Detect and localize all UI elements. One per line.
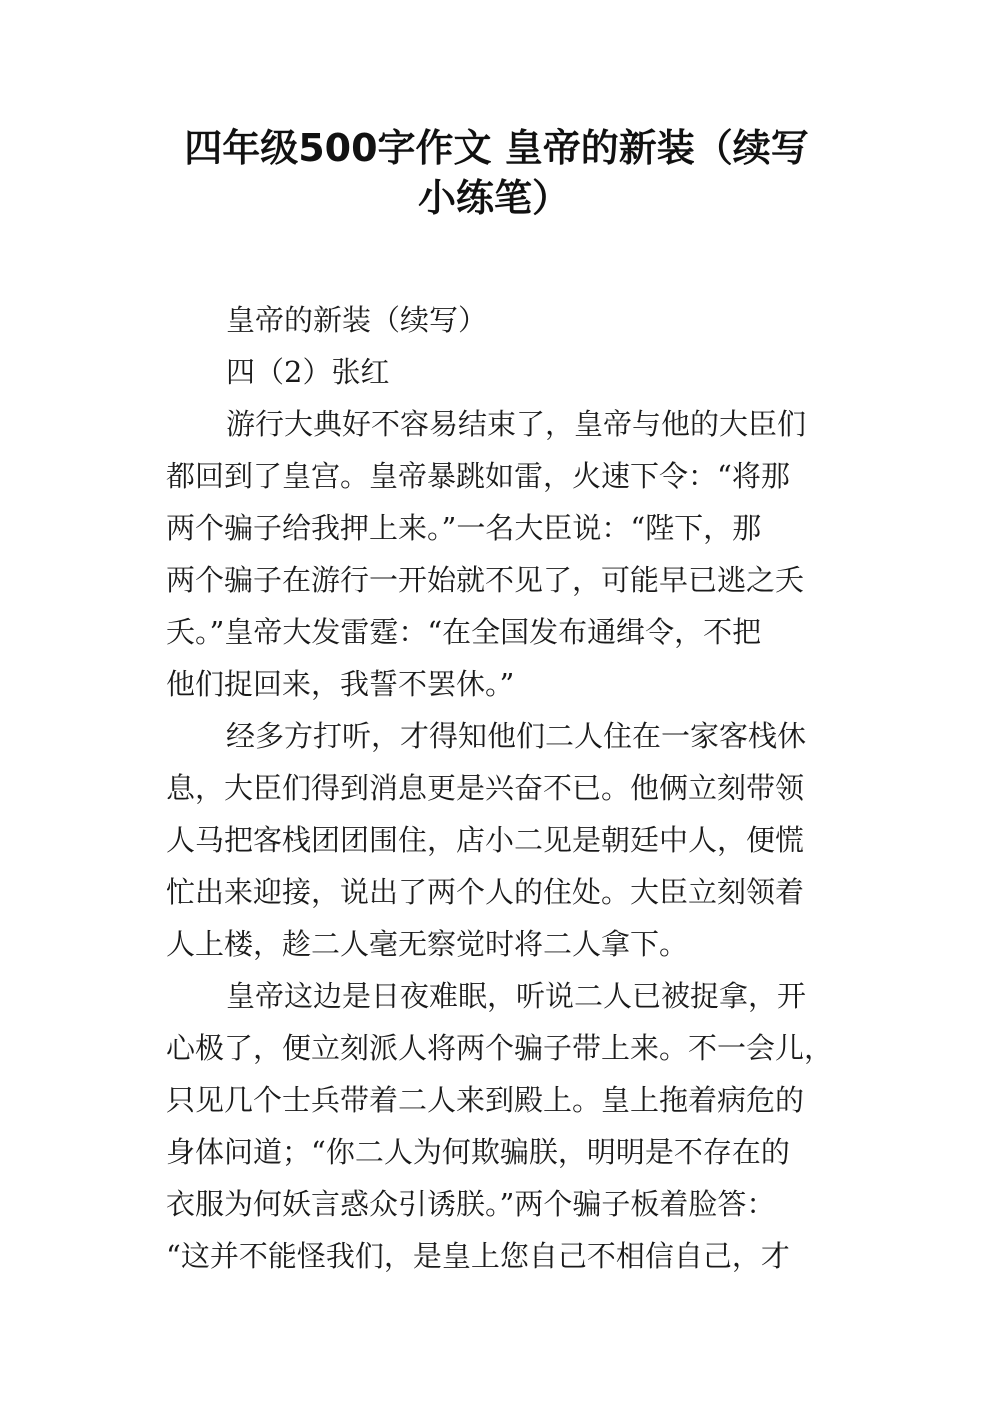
document-title-line-2: 小练笔） — [418, 176, 571, 220]
paragraph-line: 心极了，便立刻派人将两个骗子带上来。不一会儿， — [166, 1031, 834, 1065]
paragraph-line: “这并不能怪我们，是皇上您自己不相信自己，才 — [166, 1239, 790, 1273]
paragraph-line: 都回到了皇宫。皇帝暴跳如雷，火速下令：“将那 — [166, 459, 790, 493]
paragraph-line: 人上楼，趁二人毫无察觉时将二人拿下。 — [166, 927, 689, 961]
essay-title: 皇帝的新装（续写） — [226, 303, 488, 337]
paragraph-line: 身体问道；“你二人为何欺骗朕，明明是不存在的 — [166, 1135, 790, 1169]
paragraph-line: 皇帝这边是日夜难眠，听说二人已被捉拿，开 — [226, 979, 807, 1013]
author-line: 四（2）张红 — [226, 355, 390, 389]
paragraph-line: 游行大典好不容易结束了，皇帝与他的大臣们 — [226, 407, 807, 441]
paragraph-line: 息，大臣们得到消息更是兴奋不已。他俩立刻带领 — [166, 771, 805, 805]
paragraph-line: 他们捉回来，我誓不罢休。” — [166, 667, 515, 701]
paragraph-line: 两个骗子给我押上来。”一名大臣说：“陛下，那 — [166, 511, 762, 545]
paragraph-line: 忙出来迎接，说出了两个人的住处。大臣立刻领着 — [166, 875, 805, 909]
paragraph-line: 两个骗子在游行一开始就不见了，可能早已逃之夭 — [166, 563, 805, 597]
paragraph-line: 经多方打听，才得知他们二人住在一家客栈休 — [226, 719, 807, 753]
paragraph-line: 人马把客栈团团围住，店小二见是朝廷中人，便慌 — [166, 823, 805, 857]
paragraph-line: 衣服为何妖言惑众引诱朕。”两个骗子板着脸答： — [166, 1187, 776, 1221]
paragraph-line: 夭。”皇帝大发雷霆：“在全国发布通缉令，不把 — [166, 615, 762, 649]
paragraph-line: 只见几个士兵带着二人来到殿上。皇上拖着病危的 — [166, 1083, 805, 1117]
document-title-line-1: 四年级500字作文 皇帝的新装（续写 — [184, 126, 809, 170]
